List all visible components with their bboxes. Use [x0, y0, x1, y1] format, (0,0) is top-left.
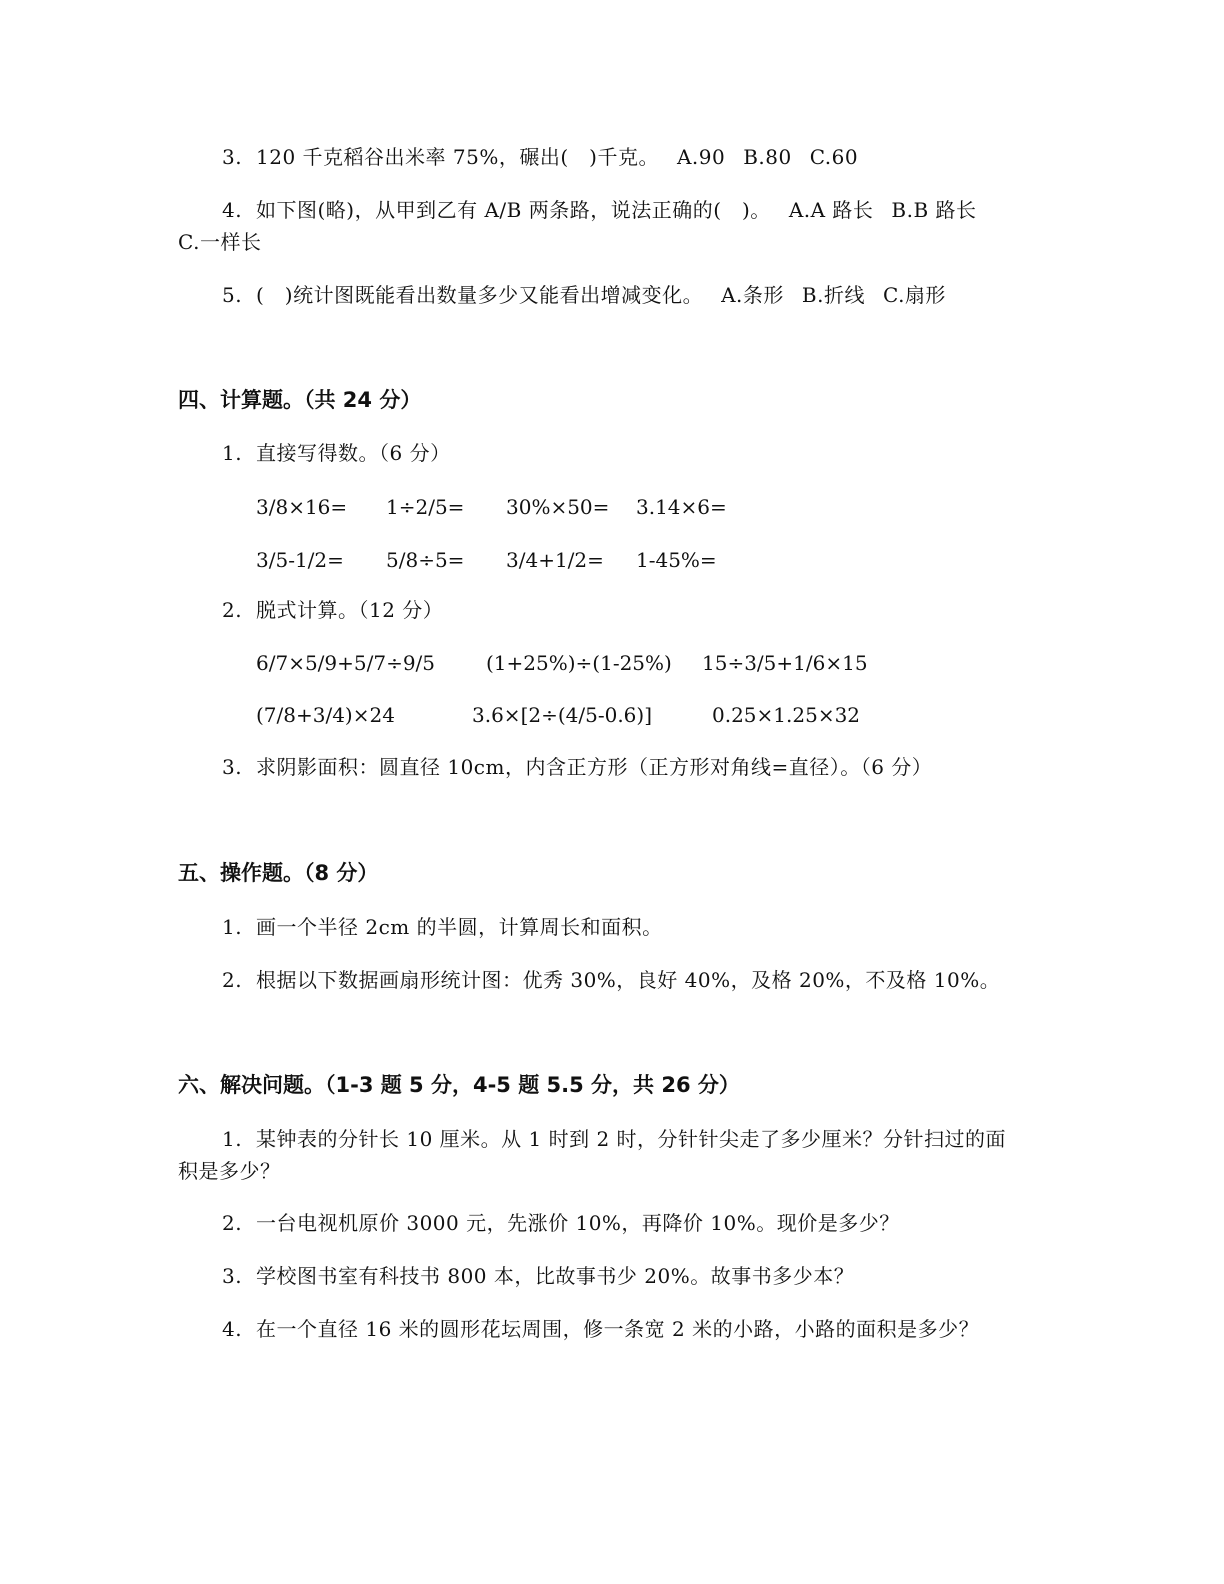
choice-question-4: [222, 195, 977, 225]
question-number: 1.: [222, 441, 243, 465]
calc-item: 1-45%=: [636, 548, 717, 572]
calc-expression: (7/8+3/4)×24: [256, 703, 395, 727]
choice-question-5: [222, 280, 946, 310]
calc-item: 3/8×16=: [256, 495, 348, 519]
option-c: C.一样长: [178, 230, 262, 254]
section-5-title: 五、操作题。（8 分）: [178, 861, 379, 885]
problem-question-3: [222, 1261, 854, 1291]
option-a: A.90: [676, 145, 726, 169]
operation-question-1: [222, 912, 663, 942]
calc-expression: (1+25%)÷(1-25%): [486, 651, 672, 675]
problem-question-1: [222, 1124, 1006, 1154]
question-text: 学校图书室有科技书 800 本，比故事书少 20%。故事书多少本？: [256, 1264, 855, 1288]
calc-item: 30%×50=: [506, 495, 610, 519]
question-number: 2.: [222, 1211, 243, 1235]
problem-question-4: [222, 1314, 979, 1344]
calc-question-3: [222, 752, 932, 782]
question-text: ( )统计图既能看出数量多少又能看出增减变化。: [256, 283, 704, 307]
question-number: 3.: [222, 1264, 243, 1288]
question-number: 4.: [222, 198, 243, 222]
question-text: 在一个直径 16 米的圆形花坛周围，修一条宽 2 米的小路，小路的面积是多少？: [256, 1317, 980, 1341]
calc-question-1: [222, 438, 451, 468]
question-number: 4.: [222, 1317, 243, 1341]
calc-expression: 0.25×1.25×32: [712, 703, 861, 727]
question-text: 如下图(略)，从甲到乙有 A/B 两条路，说法正确的( )。: [256, 198, 771, 222]
calc-expression: 6/7×5/9+5/7÷9/5: [256, 651, 436, 675]
question-text: 求阴影面积：圆直径 10cm，内含正方形（正方形对角线=直径）。（6 分）: [256, 755, 933, 779]
calc-expression: 3.6×[2÷(4/5-0.6)]: [472, 703, 653, 727]
calc-expression: 15÷3/5+1/6×15: [702, 651, 868, 675]
question-number: 3.: [222, 145, 243, 169]
option-c: C.扇形: [882, 283, 946, 307]
choice-question-4-option-c: [178, 227, 261, 257]
option-b: B.B 路长: [891, 198, 977, 222]
section-6-title: 六、解决问题。（1-3 题 5 分，4-5 题 5.5 分，共 26 分）: [178, 1073, 740, 1097]
choice-question-3: [222, 142, 858, 172]
option-b: B.折线: [801, 283, 865, 307]
option-b: B.80: [743, 145, 792, 169]
question-number: 1.: [222, 915, 243, 939]
problem-question-2: [222, 1208, 900, 1238]
question-text: 根据以下数据画扇形统计图：优秀 30%，良好 40%，及格 20%，不及格 10%。: [256, 968, 1001, 992]
calc-item: 1÷2/5=: [386, 495, 465, 519]
operation-question-2: [222, 965, 1000, 995]
question-text: 脱式计算。（12 分）: [256, 598, 444, 622]
question-text: 某钟表的分针长 10 厘米。从 1 时到 2 时，分针针尖走了多少厘米？分针扫过的面: [256, 1127, 1007, 1151]
problem-question-1-continued: 积是多少？: [178, 1159, 281, 1183]
question-text: 一台电视机原价 3000 元，先涨价 10%，再降价 10%。现价是多少？: [256, 1211, 900, 1235]
option-c: C.60: [809, 145, 859, 169]
question-text: 120 千克稻谷出米率 75%，碾出( )千克。: [256, 145, 659, 169]
calc-item: 3/4+1/2=: [506, 548, 604, 572]
calc-item: 3/5-1/2=: [256, 548, 344, 572]
section-4-title: 四、计算题。（共 24 分）: [178, 388, 422, 412]
question-number: 1.: [222, 1127, 243, 1151]
question-text: 直接写得数。（6 分）: [256, 441, 451, 465]
question-number: 3.: [222, 755, 243, 779]
question-text: 画一个半径 2cm 的半圆，计算周长和面积。: [256, 915, 663, 939]
calc-item: 5/8÷5=: [386, 548, 465, 572]
option-a: A.A 路长: [788, 198, 874, 222]
calc-item: 3.14×6=: [636, 495, 727, 519]
calc-question-2: [222, 595, 443, 625]
question-number: 2.: [222, 598, 243, 622]
question-number: 5.: [222, 283, 243, 307]
option-a: A.条形: [721, 283, 784, 307]
question-number: 2.: [222, 968, 243, 992]
